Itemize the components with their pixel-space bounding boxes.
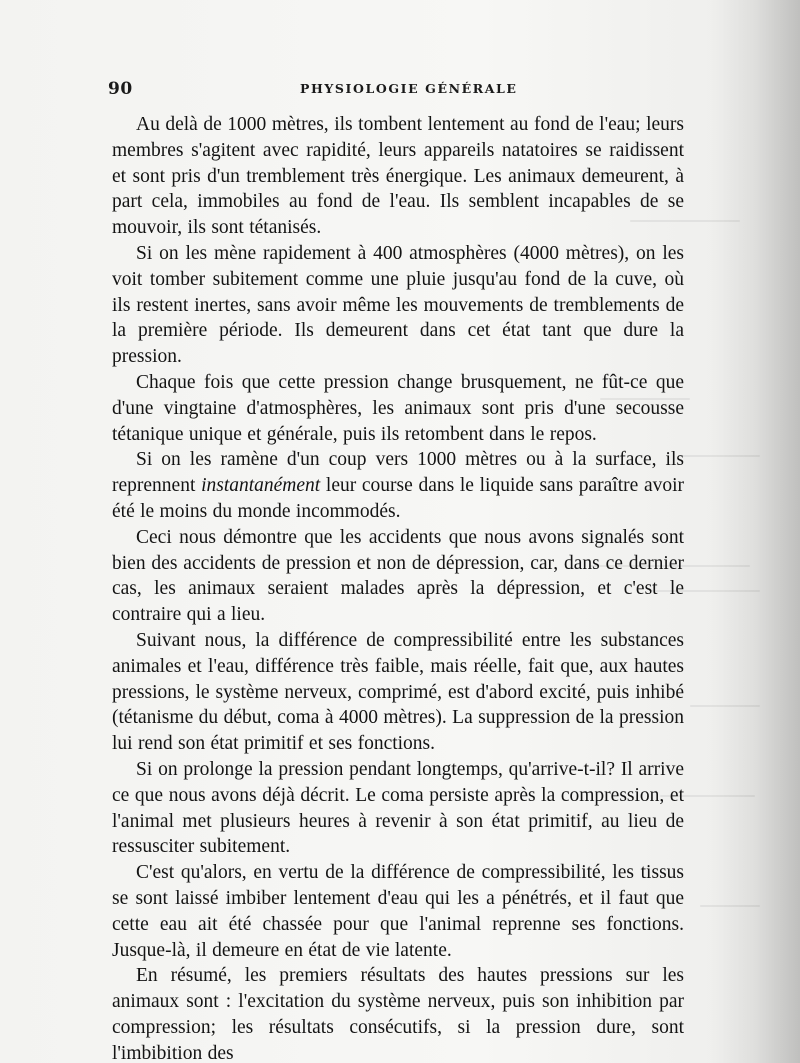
gutter-shadow: [710, 0, 800, 1063]
body-text: [112, 112, 684, 1063]
paragraph-text: Si on les ramène d'un coup vers 1000 mètres ou à la surface, ils reprennent: [112, 449, 684, 497]
page-number: 90: [108, 79, 133, 99]
paragraph-text: leur course dans le liquide sans paraître avoir été le moins du monde incommodés.: [112, 475, 685, 522]
paragraph: Ceci nous démontre que les accidents que nous avons signalés sont bien des accidents de pression et non de dépression, car, dans ce dernier cas, les animaux seraient malades après la dépression, et c'est le contraire qui a lieu.: [112, 526, 684, 626]
paragraph: Suivant nous, la différence de compressibilité entre les substances animales et l'eau, différence très faible, mais réelle, fait que, aux hautes pressions, le système nerveux, comprimé, est d'abord excité, puis inhibé (tétanisme du début, coma à 4000 mètres). La suppression de la pression lui rend son état primitif et ses fonctions.: [112, 629, 684, 755]
emphasized-word: instantanément: [201, 475, 321, 497]
running-title: PHYSIOLOGIE GÉNÉRALE: [300, 81, 518, 96]
paragraph: C'est qu'alors, en vertu de la différence de compressibilité, les tissus se sont laissé imbiber lentement d'eau qui les a pénétrés, et il faut que cette eau ait été chassée pour que l'animal reprenne ses fonctions. Jusque-là, il demeure en état de vie latente.: [112, 862, 684, 961]
paragraph: Chaque fois que cette pression change brusquement, ne fût-ce que d'une vingtaine d'atmosphères, les animaux sont pris d'une secousse tétanique unique et générale, puis ils retombent dans le repos.: [112, 371, 684, 445]
paragraph: En résumé, les premiers résultats des hautes pressions sur les animaux sont : l'excitation du système nerveux, puis son inhibition par compression; les résultats consécutifs, si la pression dure, sont l'imbibition des: [112, 965, 684, 1063]
paragraph: Si on les mène rapidement à 400 atmosphères (4000 mètres), on les voit tomber subitement comme une pluie jusqu'au fond de la cuve, où ils restent inertes, sans avoir même les mouvements de tremblements de la première période. Ils demeurent dans cet état tant que dure la pression.: [112, 242, 684, 368]
paragraph: Au delà de 1000 mètres, ils tombent lentement au fond de l'eau; leurs membres s'agitent avec rapidité, leurs appareils natatoires se raidissent et sont pris d'un tremblement très énergique. Les animaux demeurent, à part cela, immobiles au fond de l'eau. Ils semblent incapables de se mouvoir, ils sont tétanisés.: [112, 114, 684, 239]
paragraph: [112, 447, 684, 524]
running-head: [108, 79, 684, 101]
paragraph: Si on prolonge la pression pendant longtemps, qu'arrive-t-il? Il arrive ce que nous avons déjà décrit. Le coma persiste après la compression, et l'animal met plusieurs heures à revenir à son état primitif, au lieu de ressusciter subitement.: [112, 758, 684, 858]
